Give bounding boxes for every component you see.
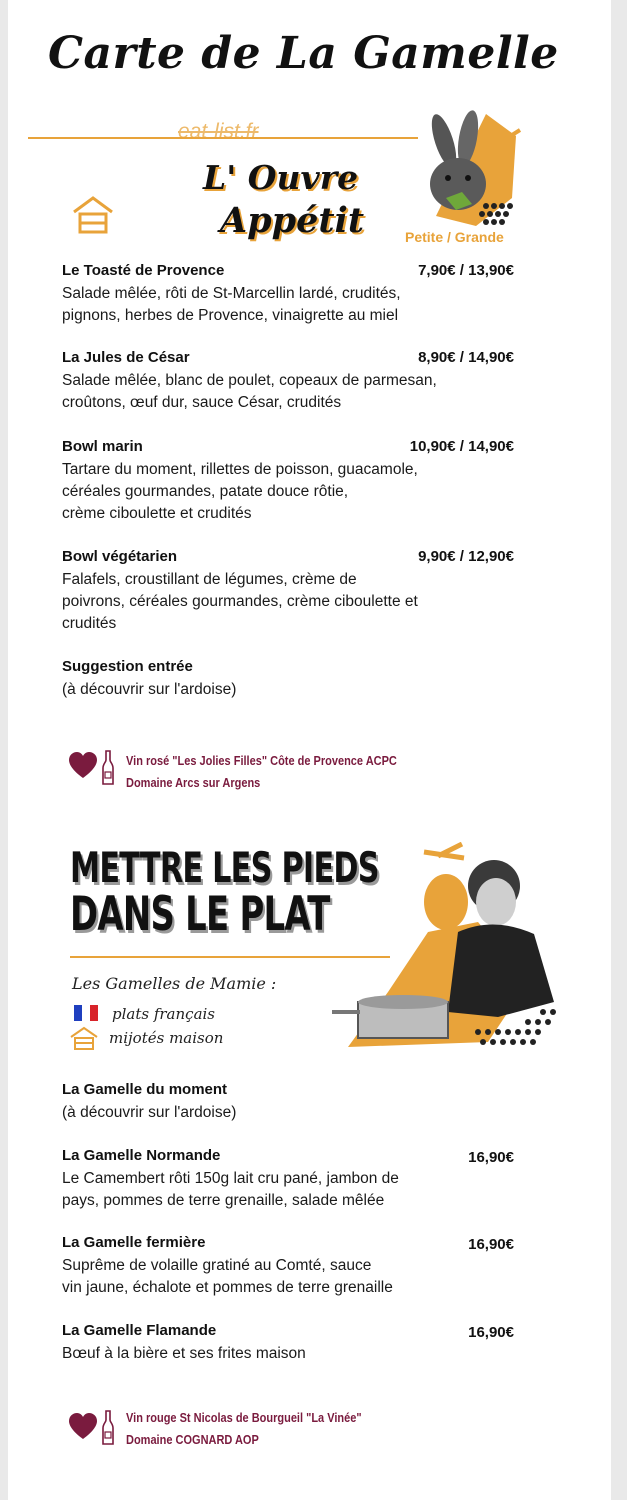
item-description: Le Camembert rôti 150g lait cru pané, jambon de pays, pommes de terre grenaille, salade mêlée [62,1170,399,1209]
section2-title-line1: METTRE LES PIEDS [70,843,379,892]
item-name: La Gamelle Normande [62,1147,221,1164]
item-price: 7,90€ / 13,90€ [418,262,514,279]
item-description: (à découvrir sur l'ardoise) [62,681,237,698]
item-price: 16,90€ [468,1324,514,1341]
item-name: Le Toasté de Provence [62,262,225,279]
menu-item [62,548,514,635]
item-price: 10,90€ / 14,90€ [409,438,514,455]
menu-item [62,1234,514,1299]
item-description: Tartare du moment, rillettes de poisson, guacamole, céréales gourmandes, patate douce rôtie, crème ciboulette et crudités [62,461,418,522]
item-description: Salade mêlée, blanc de poulet, copeaux de parmesan, croûtons, œuf dur, sauce César, crudités [62,372,437,411]
wine-pairing: Vin rouge St Nicolas de Bourgueil "La Vinée" Domaine COGNARD AOP [126,1411,362,1447]
menu-item [62,1322,514,1365]
item-name: La Gamelle du moment [62,1081,228,1098]
french-flag-icon [74,1005,98,1021]
menu-page [8,0,611,1500]
item-price: 16,90€ [468,1236,514,1253]
section-title-line2: Appétit [220,200,364,241]
wine-bottle-icon [102,1410,114,1446]
item-price: 16,90€ [468,1149,514,1166]
item-name: Bowl marin [62,438,143,455]
house-icon [68,1026,100,1052]
item-name: Suggestion entrée [62,658,193,675]
rabbit-illustration [416,106,526,228]
section2-title-line2: DANS LE PLAT [70,887,330,942]
page-title: Carte de La Gamelle [48,28,559,79]
menu-item [62,438,514,525]
item-description: Salade mêlée, rôti de St-Marcellin lardé, crudités, pignons, herbes de Provence, vinaigrette au miel [62,285,401,324]
menu-item [62,262,514,327]
item-description: Suprême de volaille gratiné au Comté, sauce vin jaune, échalote et pommes de terre grenaille [62,1257,393,1296]
item-name: La Gamelle fermière [62,1234,206,1251]
menu-item [62,1147,514,1212]
item-name: La Jules de César [62,349,190,366]
item-price: 8,90€ / 14,90€ [418,349,514,366]
item-description: Bœuf à la bière et ses frites maison [62,1345,306,1362]
menu-item [62,349,514,414]
item-name: La Gamelle Flamande [62,1322,217,1339]
watermark: eat-list.fr [178,120,259,143]
menu-item [62,1081,482,1124]
wine-bottle-icon [102,750,114,786]
heart-icon [68,1413,98,1441]
item-price: 9,90€ / 12,90€ [418,548,514,565]
section-title-line1: L' Ouvre [203,158,359,197]
item-name: Bowl végétarien [62,548,178,565]
size-legend: Petite / Grande [405,229,504,245]
item-description: (à découvrir sur l'ardoise) [62,1104,237,1121]
heart-icon [68,752,98,780]
house-icon [68,194,118,236]
item-description: Falafels, croustillant de légumes, crème de poivrons, céréales gourmandes, crème ciboulette et crudités [62,571,418,632]
menu-item [62,658,482,701]
tag-homemade: mijotés maison [109,1029,224,1047]
tag-french-dishes: plats français [112,1005,216,1023]
grandma-illustration [328,842,568,1052]
section2-subtitle: Les Gamelles de Mamie : [72,974,277,993]
wine-pairing: Vin rosé "Les Jolies Filles" Côte de Provence ACPC Domaine Arcs sur Argens [126,754,397,790]
